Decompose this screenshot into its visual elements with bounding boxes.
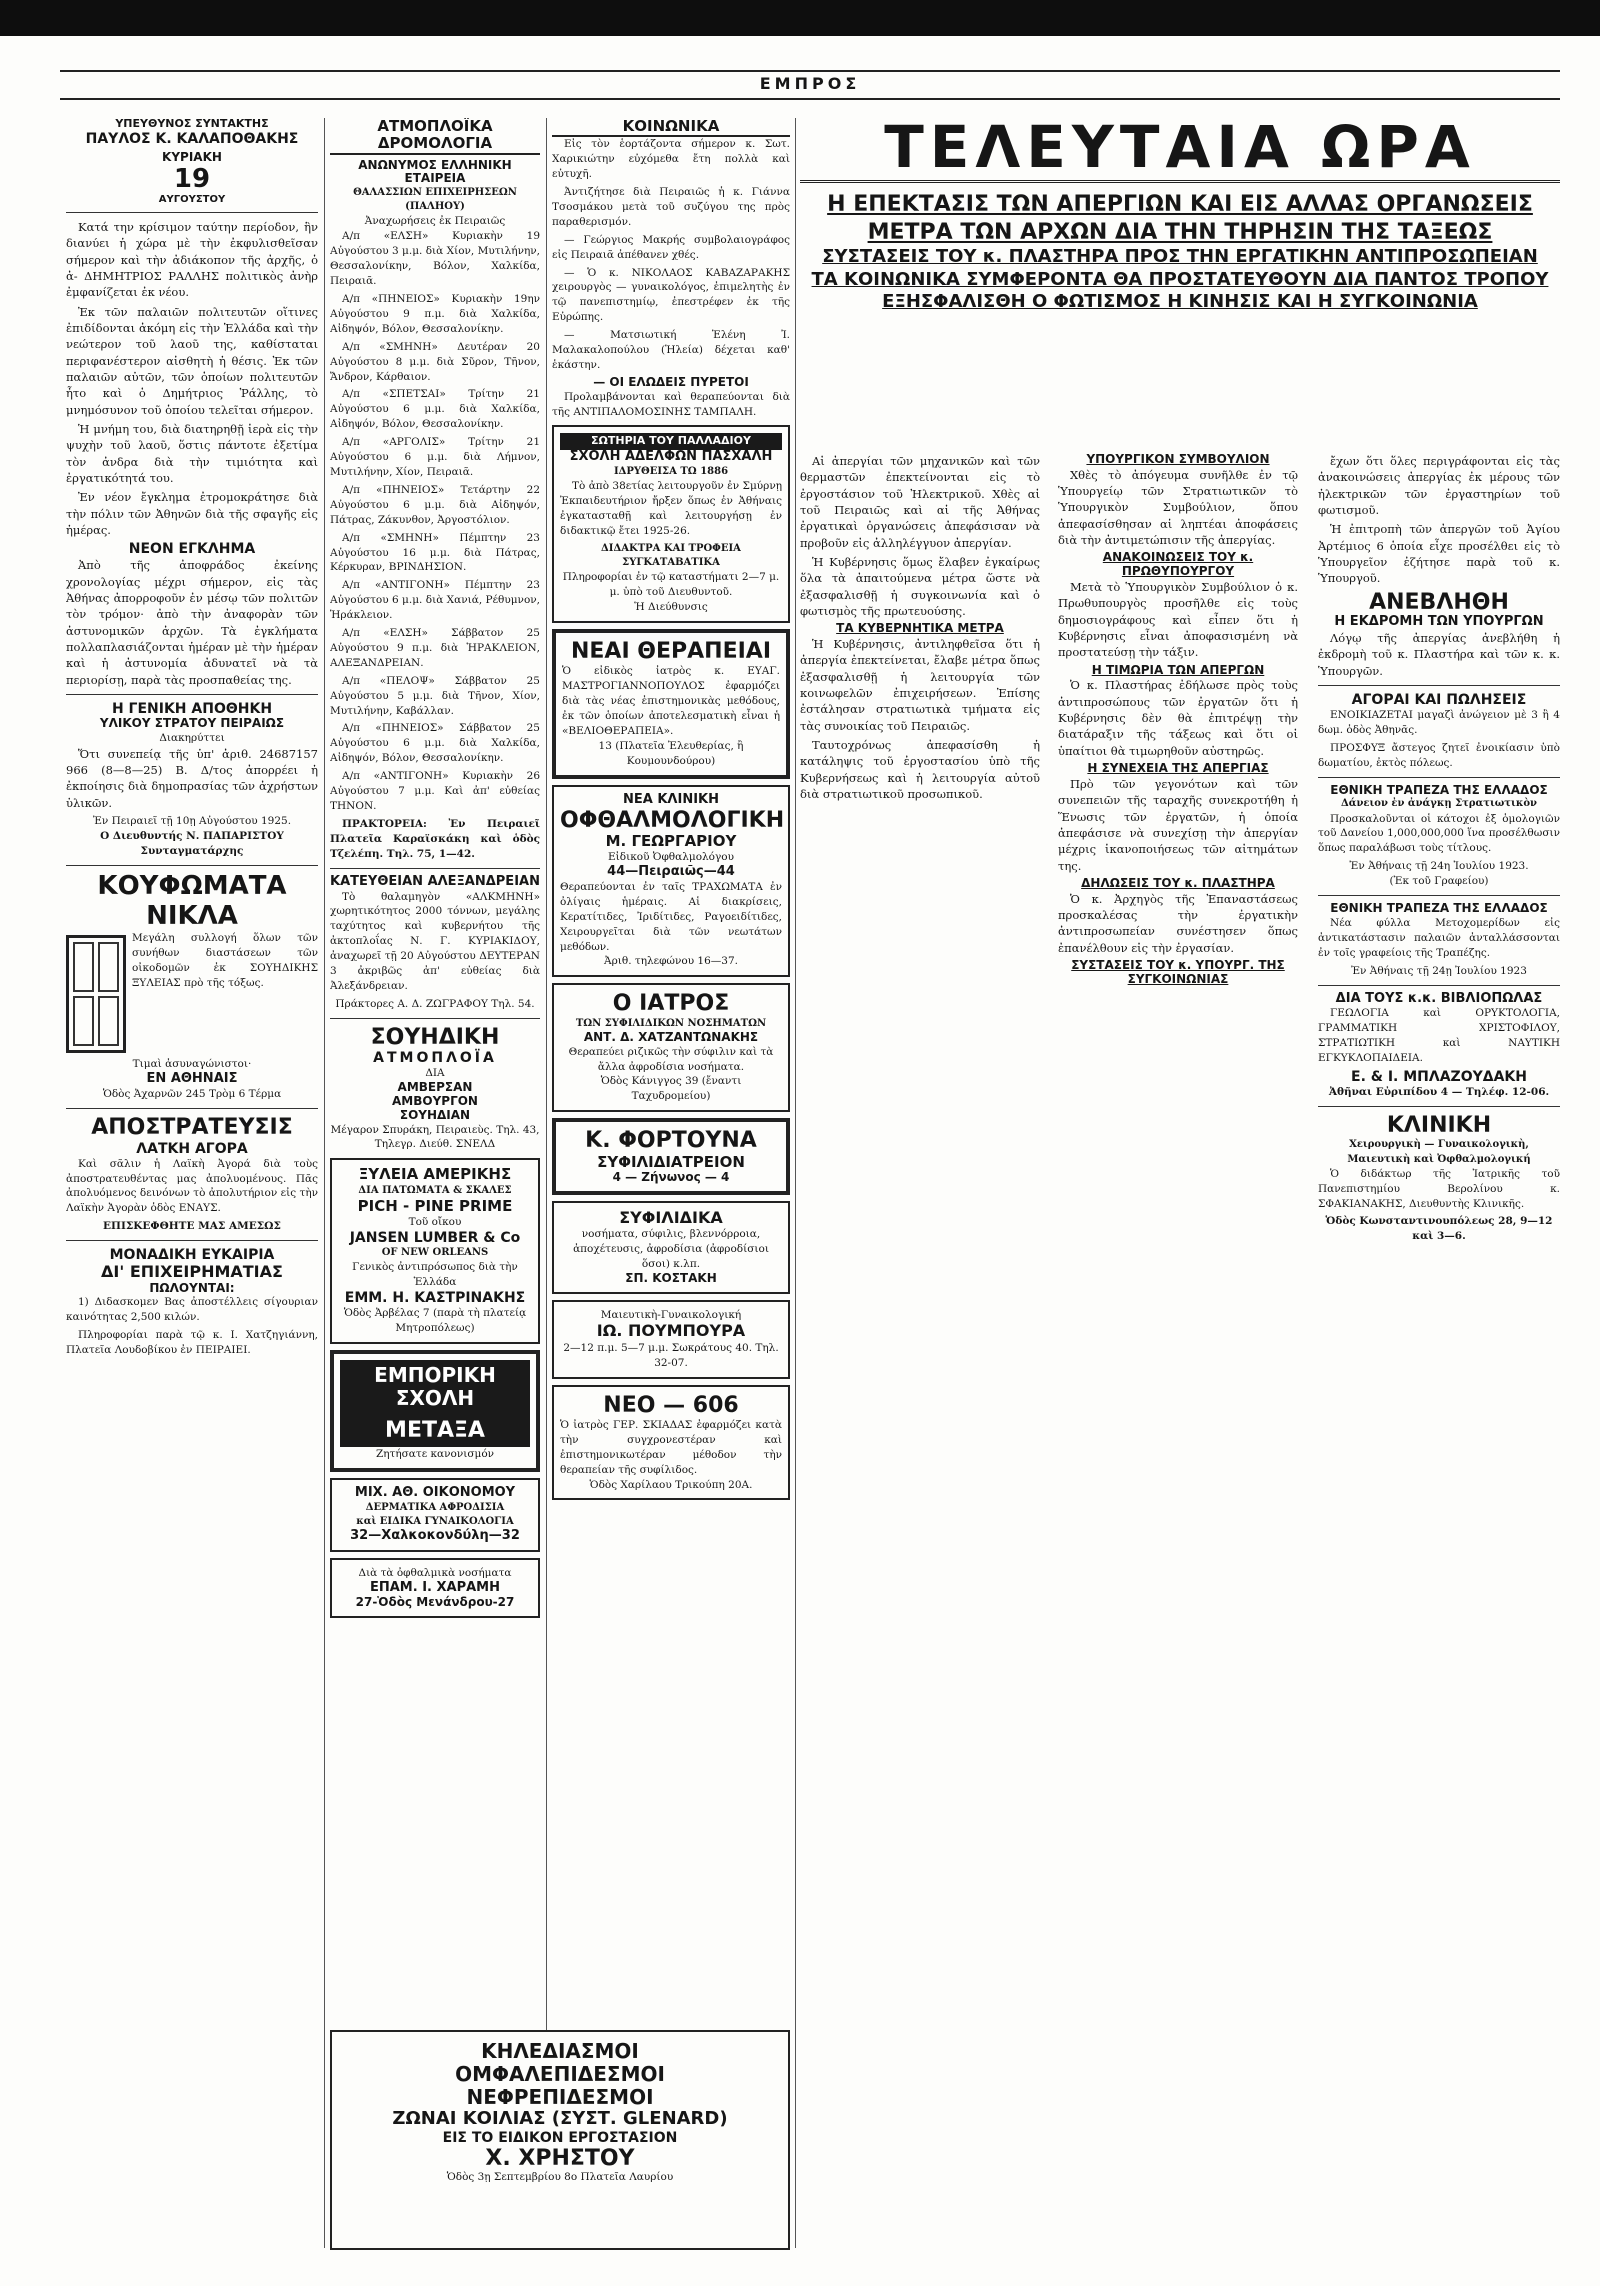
article-paragraph: — Ματσιωτική Ἑλένη Ἰ. Μαλακαλοπούλου (Ἡλεία) δέχεται καθ' ἑκάστην.: [552, 329, 790, 371]
article-paragraph: Πρὸ τῶν γεγονότων καὶ τῶν συνεπειῶν τῆς ταραχῆς συνεκροτήθη ἡ Ἕνωσις τῶν ἐργατῶν, ἡ ὁποία ἀπεφάσισε νὰ συνεχίσῃ τὴν ἀπεργίαν μέχρις ἱκανοποιήσεως τῶν αἰτημάτων της.: [1058, 776, 1298, 873]
xyleia-ad: [330, 1158, 540, 1344]
column-1: [66, 118, 318, 2248]
derm-title: ΜΙΧ. ΑΘ. ΟΙΚΟΝΟΜΟΥ: [354, 1485, 516, 1501]
kliniki2-addr: Ὁδὸς Κωνσταντινουπόλεως 28, 9—12 καὶ 3—6.: [1325, 1215, 1553, 1243]
editor-label: ΥΠΕΥΘΥΝΟΣ ΣΥΝΤΑΚΤΗΣ: [115, 118, 269, 130]
fortouna-ad: [552, 1118, 790, 1194]
school2-head: ΣΩΤΗΡΙΑ ΤΟΥ ΠΑΛΛΑΔΙΟΥ: [560, 433, 782, 450]
article-paragraph: — Ὁ κ. ΝΙΚΟΛΑΟΣ ΚΑΒΑΖΑΡΑΚΗΣ χειρουργὸς — γυναικολόγος, ἐπιμελητὴς ἐν τῷ πανεπιστημίῳ, ἐπεστρέφεν ἐκ τῆς Εὐρώπης.: [552, 266, 790, 324]
monadiki-title: ΜΟΝΑΔΙΚΗ ΕΥΚΑΙΡΙΑ: [109, 1247, 275, 1264]
fortouna-title: Κ. ΦΟΡΤΟΥΝΑ: [585, 1128, 757, 1154]
story-column-c: [1318, 453, 1560, 1244]
route-item: Α/π «ΣΠΕΤΣΑΙ» Τρίτην 21 Αὐγούστου 6 μ.μ. διὰ Χαλκίδα, Αἰδηψόν, Βόλον, Θεσσαλονίκην.: [330, 388, 540, 431]
article-paragraph: Προλαμβάνονται καὶ θεραπεύονται διὰ τῆς ΑΝΤΙΠΑΛΟΜΟΣΙΝΗΣ ΤΑΜΠΑΛΗ.: [552, 390, 790, 418]
section-heading: ΥΠΟΥΡΓΙΚΟΝ ΣΥΜΒΟΥΛΙΟΝ: [1086, 452, 1270, 466]
apothiki-subtitle: ΥΛΙΚΟΥ ΣΤΡΑΤΟΥ ΠΕΙΡΑΙΩΣ: [99, 715, 285, 730]
section-heading: ΣΥΣΤΑΣΕΙΣ ΤΟΥ κ. ΥΠΟΥΡΓ. ΤΗΣ ΣΥΓΚΟΙΝΩΝΙΑΣ: [1071, 957, 1285, 986]
route-item: Α/π «ΣΜΗΝΗ» Δευτέραν 20 Αὐγούστου 8 μ.μ. διὰ Σῦρον, Τῆνον, Ἄνδρον, Κάρθαιον.: [330, 340, 540, 383]
bottom-ad-line: ΟΜΦΑΛΕΠΙΔΕΣΜΟΙ: [455, 2062, 665, 2086]
route-item: Α/π «ΕΛΣΗ» Κυριακὴν 19 Αὐγούστου 3 μ.μ. διὰ Χίον, Μυτιλήνην, Θεσσαλονίκην, Βόλον, Χαλκίδα, Πειραιᾶ.: [330, 230, 540, 288]
apothiki-date: Ἐν Πειραιεῖ τῇ 10ῃ Αὐγούστου 1925.: [92, 814, 292, 827]
bank2-title: ΕΘΝΙΚΗ ΤΡΑΠΕΖΑ ΤΗΣ ΕΛΛΑΔΟΣ: [1330, 901, 1548, 916]
route-item: Α/π «ΠΕΛΟΨ» Σάββατον 25 Αὐγούστου 5 μ.μ. διὰ Τῆνον, Χίον, Μυτιλήνην, Καβάλλαν.: [330, 674, 540, 717]
poloundai-label: ΠΩΛΟΥΝΤΑΙ:: [149, 1280, 235, 1295]
ophth-ad: [330, 1558, 540, 1618]
section-heading: ΝΕΟΝ ΕΓΚΛΗΜΑ: [128, 541, 256, 558]
praktoreia: ΠΡΑΚΤΟΡΕΙΑ: Ἐν Πειραιεῖ Πλατεῖα Καραϊσκάκη καὶ ὁδὸς Τζελέπη. Τηλ. 75, 1—42.: [330, 817, 540, 860]
bottom-ad-line: ΝΕΦΡΕΠΙΔΕΣΜΟΙ: [466, 2085, 654, 2109]
article-paragraph: Ὁ διδάκτωρ τῆς Ἰατρικῆς τοῦ Πανεπιστημίου Βερολίνου κ. ΣΦΑΚΙΑΝΑΚΗΣ, Διευθυντὴς Κλινικῆς.: [1318, 1167, 1560, 1210]
school-name: ΜΕΤΑΞΑ: [340, 1414, 530, 1447]
souidiki-city: ΑΜΒΕΡΣΑΝ: [397, 1080, 473, 1095]
bank-sign: (Ἐκ τοῦ Γραφείου): [1389, 875, 1489, 888]
derm-sub2: καὶ ΕΙΔΙΚΑ ΓΥΝΑΙΚΟΛΟΓΙΑ: [356, 1516, 514, 1528]
article-paragraph: ἔχων ὅτι ὅλες περιγράφονται εἰς τὰς ἀνακοινώσεις ἀπεργίας ἐκ μέρους τῶν ἠλεκτρικῶν τῶν ἐργαστηρίων τοῦ φωτισμοῦ.: [1318, 454, 1560, 517]
xyleia-addr: Ὁδὸς Ἀρβέλας 7 (παρὰ τὴ πλατείᾳ Μητροπόλεως): [343, 1307, 527, 1334]
atmoploika-title: ΑΤΜΟΠΛΟΪΚΑ ΔΡΟΜΟΛΟΓΙΑ: [330, 118, 540, 155]
article-paragraph: Ὅτι συνεπείᾳ τῆς ὑπ' ἀριθ. 24687157 966 (8—8—25) Β. Δ/τος ἀπορρέει ἡ ἐκποίησις διὰ δημοπρασίας τῶν ἀχρήστων ὑλικῶν.: [66, 746, 318, 810]
fortouna-sub: ΣΥΦΙΛΙΔΙΑΤΡΕΙΟΝ: [597, 1152, 745, 1171]
route-item: Α/π «ΑΡΓΟΛΙΣ» Τρίτην 21 Αὐγούστου 6 μ.μ. διὰ Λήμνον, Μυτιλήνην, Χίον, Πειραιᾶ.: [330, 436, 540, 478]
biv-name: Ε. & Ι. ΜΠΛΑΖΟΥΔΑΚΗ: [1351, 1069, 1527, 1086]
date-number: 19: [173, 163, 211, 194]
iatros-name: ΑΝΤ. Δ. ΧΑΤΖΑΝΤΩΝΑΚΗΣ: [583, 1029, 759, 1044]
headline: ΜΕΤΡΑ ΤΩΝ ΑΡΧΩΝ ΔΙΑ ΤΗΝ ΤΗΡΗΣΙΝ ΤΗΣ ΤΑΞΕΩΣ: [867, 219, 1493, 245]
article-paragraph: Ὁ κ. Πλαστήρας ἐδήλωσε πρὸς τοὺς ἀντιπροσώπους τῶν ἐργατῶν ὅτι ἡ Κυβέρνησις δὲν θὰ ἐπιτρέψῃ τὴν διατάραξιν τῆς τάξεως καὶ ὅτι οἱ ὑπαίτιοι θὰ τιμωρηθοῦν αὐστηρῶς.: [1058, 678, 1298, 758]
bottom-ad-addr: Ὁδὸς 3ῃ Σεπτεμβρίου 8ο Πλατεῖα Λαυρίου: [446, 2171, 674, 2184]
kliniki-head: ΝΕΑ ΚΛΙΝΙΚΗ: [623, 791, 719, 807]
gyn-ad: [552, 1300, 790, 1379]
gyn-head: Μαιευτικὴ-Γυναικολογική: [600, 1308, 742, 1321]
iatros-head: Ο ΙΑΤΡΟΣ: [612, 991, 730, 1017]
elodeis-title: — ΟΙ ΕΛΩΔΕΙΣ ΠΥΡΕΤΟΙ: [593, 374, 749, 389]
katheuthian-title: ΚΑΤΕΥΘΕΙΑΝ ΑΛΕΞΑΝΔΡΕΙΑΝ: [330, 873, 540, 889]
route-item: Α/π «ΠΗΝΕΙΟΣ» Κυριακὴν 19ην Αὐγούστου 9 π.μ. διὰ Χαλκίδα, Αἰδηψόν, Βόλον, Θεσσαλονίκην.: [330, 293, 540, 335]
souidiki-addr: Μέγαρον Σπυράκη, Πειραιεὺς. Τηλ. 43, Τηλεγρ. Διεύθ. ΣΝΕΛΔ: [330, 1123, 540, 1151]
month-label: ΑΥΓΟΥΣΤΟΥ: [158, 194, 226, 206]
biv-title: ΔΙΑ ΤΟΥΣ κ.κ. ΒΙΒΛΙΟΠΩΛΑΣ: [1335, 990, 1543, 1006]
iatros-sub: ΤΩΝ ΣΥΦΙΛΙΔΙΚΩΝ ΝΟΣΗΜΑΤΩΝ: [575, 1017, 767, 1029]
article-paragraph: Ἡ Κυβέρνησις, ἀντιληφθεῖσα ὅτι ἡ ἀπεργία ἐπεκτείνεται, ἔλαβε μέτρα ὅπως ἐξασφαλισθῇ ἡ λειτουργία τῶν κοινωφελῶν ἐπιχειρήσεων. Ἐπίσης ἐστάλησαν στρατιωτικὰ τμήματα εἰς τὰς συνοικίας τοῦ Πειραιῶς.: [800, 637, 1040, 733]
school2-fees: ΔΙΔΑΚΤΡΑ ΚΑΙ ΤΡΟΦΕΙΑ ΣΥΓΚΑΤΑΒΑΤΙΚΑ: [601, 542, 741, 569]
nikla-addr: Ὁδὸς Ἀχαρνῶν 245 Τρὸμ 6 Τέρμα: [102, 1088, 282, 1101]
section-heading: Η ΣΥΝΕΧΕΙΑ ΤΗΣ ΑΠΕΡΓΙΑΣ: [1087, 761, 1269, 776]
souidiki-dia: ΔΙΑ: [425, 1067, 445, 1080]
column-rule: [795, 118, 796, 2248]
derm-addr: 32—Χαλκοκονδύλη—32: [350, 1528, 520, 1544]
apothiki-title: Η ΓΕΝΙΚΗ ΑΠΟΘΗΚΗ: [111, 700, 273, 717]
kliniki-ad: [552, 785, 790, 978]
koinonika-title: ΚΟΙΝΩΝΙΚΑ: [552, 118, 790, 137]
kliniki-sub: Εἰδικοῦ Ὀφθαλμολόγου: [608, 851, 734, 864]
article-paragraph: Ὁ κ. Ἀρχηγὸς τῆς Ἐπαναστάσεως προσκαλέσας τὴν ἐργατικὴν ἀντιπροσωπείαν συνέστησεν ὅπως ἐπανέλθουν εἰς τὴν ἐργασίαν.: [1058, 891, 1298, 955]
article-paragraph: Ἡ μνήμη του, διὰ διατηρηθῇ ἱερὰ εἰς τὴν ψυχὴν τοῦ λαοῦ, ὅστις πάντοτε ἐξετίμα τὸν ἀνδρα διὰ τὴν τιμιότητα καὶ ἐργατικότητά του.: [66, 421, 318, 485]
column-rule: [546, 118, 547, 2248]
article-paragraph: Κατά την κρίσιμον ταύτην περίοδον, ἣν διανύει ἡ χώρα μὲ τὴν ἐκφυλισθεῖσαν σήμερον καὶ τὴν ἀδιάκοπον τῆς ἀρχῆς, ὁ ἀ- ΔΗΜΗΤΡΙΟΣ ΡΑΛΛΗΣ πολιτικὸς ἀνὴρ ἐμφανίζεται ἐκ νέου.: [66, 219, 318, 300]
apostrateusis-sub: ΛΑΤΚΗ ΑΓΟΡΑ: [136, 1140, 248, 1157]
route-item: Α/π «ΑΝΤΙΓΟΝΗ» Κυριακὴν 26 Αὐγούστου 7 μ.μ. Καὶ ἀπ' εὐθείας ΤΗΝΟΝ.: [330, 770, 540, 812]
day-label: ΚΥΡΙΑΚΗ: [162, 149, 222, 164]
souidiki-sub: ΑΤΜΟΠΛΟΪΑ: [373, 1050, 497, 1067]
gyn-body: 2—12 π.μ. 5—7 μ.μ. Σωκράτους 40. Τηλ. 32-07.: [563, 1341, 779, 1369]
school2-title: ΣΧΟΛΗ ΑΔΕΛΦΩΝ ΠΑΣΧΑΛΗ: [569, 449, 773, 465]
article-paragraph: Αἱ ἀπεργίαι τῶν μηχανικῶν καὶ τῶν θερμαστῶν ἐπεκτείνονται εἰς τὸ ἐργοστάσιον τοῦ Ἠλεκτρικοῦ. Χθὲς αἱ τοῦ Πειραιῶς καὶ αἱ τῆς Ἀθήνας ἐργατικαὶ ὀργανώσεις ἀπεφάσισαν νὰ προβοῦν εἰς ἀλληλέγγυον ἀπεργίαν.: [800, 454, 1040, 550]
bottom-ad-name: Χ. ΧΡΗΣΤΟΥ: [485, 2145, 635, 2171]
bank2-date: Ἐν Ἀθήναις τῇ 24ῃ Ἰουλίου 1923: [1351, 964, 1527, 977]
bank-date: Ἐν Ἀθήναις τῇ 24η Ἰουλίου 1923.: [1349, 860, 1529, 873]
article-paragraph: Ταυτοχρόνως ἀπεφασίσθη ἡ κατάληψις τοῦ ἐργοστασίου ὑπὸ τῆς Κυβερνήσεως καὶ ἡ λειτουργία αὐτοῦ διὰ στρατιωτικοῦ προσωπικοῦ.: [800, 738, 1040, 802]
column-2: [330, 118, 540, 2248]
school-title: ΕΜΠΟΡΙΚΗ ΣΧΟΛΗ: [340, 1360, 530, 1414]
souidiki-title: ΣΟΥΗΔΙΚΗ: [370, 1024, 500, 1050]
ophth-addr: 27-Ὁδὸς Μενάνδρου-27: [355, 1595, 515, 1610]
neo606-addr: Ὁδὸς Χαρίλαου Τρικούπη 20Α.: [589, 1478, 753, 1491]
katheuthian-agent: Πράκτορες Α. Δ. ΖΩΓΡΑΦΟΥ Τηλ. 54.: [335, 997, 535, 1010]
headline: ΣΥΣΤΑΣΕΙΣ ΤΟΥ κ. ΠΛΑΣΤΗΡΑ ΠΡΟΣ ΤΗΝ ΕΡΓΑΤΙΚΗΝ ΑΝΤΙΠΡΟΣΩΠΕΙΑΝ: [822, 246, 1538, 267]
departures-label: Ἀναχωρήσεις ἐκ Πειραιῶς: [364, 215, 506, 228]
section-heading: Η ΤΙΜΩΡΙΑ ΤΩΝ ΑΠΕΡΓΩΝ: [1091, 662, 1265, 677]
bottom-ad-line: ΖΩΝΑΙ ΚΟΙΛΙΑΣ (ΣΥΣΤ. GLENARD): [392, 2108, 728, 2129]
story-column-b: [1058, 453, 1298, 987]
door-illustration: [66, 935, 126, 1053]
headline: Η ΕΠΕΚΤΑΣΙΣ ΤΩΝ ΑΠΕΡΓΙΩΝ ΚΑΙ ΕΙΣ ΑΛΛΑΣ ΟΡΓΑΝΩΣΕΙΣ: [827, 192, 1533, 217]
school2-body: Τὸ ἀπὸ 38ετίας λειτουργοῦν ἐν Σμύρνῃ Ἐκπαιδευτήριον ἤρξεν ὅπως ἐν Ἀθήναις ἐγκατασταθῇ καὶ λειτουργήσῃ ἐν διδακτικῷ ἔτει 1925-26.: [560, 480, 782, 537]
article-paragraph: Νέα φύλλα Μετοχομερίδων εἰς ἀντικατάστασιν παλαιῶν ἀνταλλάσσονται ἐν τοῖς γραφείοις τῆς Τραπέζης.: [1318, 916, 1560, 959]
article-paragraph: Χθὲς τὸ ἀπόγευμα συνῆλθε ἐν τῷ Ὑπουργείῳ τῶν Στρατιωτικῶν τὸ Ὑπουργικὸν Συμβούλιον, ὅπου ἀπεφασίσθησαν αἱ ληπτέαι ἀποφάσεις διὰ τὴν ἀντιμετώπισιν τῆς ἀπεργίας.: [1058, 467, 1298, 548]
school2-ad: [552, 425, 790, 622]
article-paragraph: 1) Διδασκομεν Βας ἀποστέλλεις σίγουριαν καινότητας 2,500 κιλών.: [66, 1296, 318, 1324]
neai-addr: 13 (Πλατεῖα Ἐλευθερίας, ἢ Κουμουνδούρου): [598, 739, 744, 767]
article-paragraph: Προσκαλοῦνται οἱ κάτοχοι ἐξ ὁμολογιῶν τοῦ Δανείου 1,000,000,000 ἵνα προσέλθωσιν ὅπως παραλάβωσι τοὺς τίτλους.: [1318, 812, 1560, 855]
nikla-city: ΕΝ ΑΘΗΝΑΙΣ: [146, 1071, 238, 1087]
bank-sub: Δάνειον ἐν ἀνάγκῃ Στρατιωτικὸν: [1341, 798, 1537, 810]
neai-body: Ὁ εἰδικὸς ἰατρὸς κ. ΕΥΑΓ. ΜΑΣΤΡΟΓΙΑΝΝΟΠΟΥΛΟΣ ἐφαρμόζει διὰ τὰς νέας ἐπιστημονικὰς μεθόδους, ἐκ τῶν ὁποίων ἀποτελεσματικὴ εἶναι ἡ «ΒΕΛΙΟΘΕΡΑΠΕΙΑ».: [562, 665, 780, 737]
ophth-head: Διὰ τὰ ὀφθαλμικὰ νοσήματα: [358, 1567, 512, 1580]
section-heading: ΑΝΑΚΟΙΝΩΣΕΙΣ ΤΟΥ κ. ΠΡΩΘΥΠΟΥΡΓΟΥ: [1102, 550, 1254, 579]
story-column-a: [800, 453, 1040, 805]
headline: ΤΑ ΚΟΙΝΩΝΙΚΑ ΣΥΜΦΕΡΟΝΤΑ ΘΑ ΠΡΟΣΤΑΤΕΥΘΟΥΝ ΔΙΑ ΠΑΝΤΟΣ ΤΡΟΠΟΥ: [811, 268, 1549, 290]
xyleia-brand: PICH - PINE PRIME: [357, 1196, 513, 1215]
xyleia-sub: ΔΙΑ ΠΑΤΩΜΑΤΑ & ΣΚΑΛΕΣ: [358, 1184, 512, 1196]
xyleia-of: Τοῦ οἴκου: [408, 1216, 462, 1228]
aneblithi-sub: Η ΕΚΔΡΟΜΗ ΤΩΝ ΥΠΟΥΡΓΩΝ: [1334, 613, 1544, 629]
nikla-prices: Τιμαὶ ἀσυναγώνιστοι·: [132, 1058, 252, 1071]
article-paragraph: Ἐν νέον ἔγκλημα ἐτρομοκράτησε διὰ τὴν πόλιν τῶν Ἀθηνῶν διὰ τῆς σφαγῆς εἰς ἡμέρας.: [66, 490, 318, 537]
article-paragraph: Τὸ θαλαμηγὸν «ΑΛΚΜΗΝΗ» χωρητικότητος 2000 τόννων, μεγάλης ταχύτητος καὶ κυβερνήτου τῆς ἀκτοπλοΐας Ν. Γ. ΚΥΡΙΑΚΙΔΟΥ, ἀναχωρεῖ τῇ 20 Αὐγούστου ΔΕΥΤΕΡΑΝ 3 ἀκριβῶς ἀπ' εὐθείας διὰ Ἀλεξάνδρειαν.: [330, 890, 540, 992]
article-paragraph: Ἡ ἐπιτροπὴ τῶν ἀπεργῶν τοῦ Ἀγίου Ἀρτέμιος 6 ὁποία εἶχε προσέλθει εἰς τὸ Ὑπουργεῖον ἐζήτησε παρὰ τοῦ κ. Ὑπουργοῦ.: [1318, 522, 1560, 586]
xyleia-co: JANSEN LUMBER & Co: [349, 1229, 521, 1246]
syfilidika-ad: [552, 1201, 790, 1294]
bank-title: ΕΘΝΙΚΗ ΤΡΑΠΕΖΑ ΤΗΣ ΕΛΛΑΔΟΣ: [1330, 782, 1548, 797]
article-paragraph: Ἀπὸ τῆς ἀποφράδος ἐκείνης χρονολογίας μέχρι σήμερον, εἰς τὰς Ἀθήνας ἀπορροφοῦν ἐν μέσῳ τῶν πολιτῶν τὸν τρόμον· ἀπὸ τὴν ἀναφορὰν τῶν ἀστυνομικῶν ἀρχῶν. Τὰ ἐγκλήματα πολλαπλασιάζονται ἡμέραν μὲ τὴν ἡμέραν καὶ ἡ ἀστυνομία ἀδυνατεῖ νὰ τὰ περιορίσῃ, παρὰ τὰς προσπαθείας της.: [66, 558, 318, 687]
article-paragraph: Λόγῳ τῆς ἀπεργίας ἀνεβλήθη ἡ ἐκδρομὴ τοῦ κ. Πλαστήρα καὶ τῶν κ. κ. Ὑπουργῶν.: [1318, 630, 1560, 678]
kliniki-tel: Ἀριθ. τηλεφώνου 16—37.: [604, 955, 738, 968]
syfilidika-body: νοσήματα, σύφιλις, βλεννόρροια, ἀποχέτευσις, ἀφροδίσια (ἀφροδίσιοι ὅσοι) κ.λπ.: [573, 1227, 769, 1270]
section-heading: ΔΗΛΩΣΕΙΣ ΤΟΥ κ. ΠΛΑΣΤΗΡΑ: [1081, 875, 1275, 890]
masthead-name: ΕΜΠΡΟΣ: [748, 74, 873, 93]
section-heading: ΤΑ ΚΥΒΕΡΝΗΤΙΚΑ ΜΕΤΡΑ: [836, 621, 1004, 636]
kliniki-name: Μ. ΓΕΩΡΓΑΡΙΟΥ: [605, 831, 737, 850]
bottom-ad-line: ΚΗΛΕΔΙΑΣΜΟΙ: [481, 2039, 639, 2063]
kliniki2-title: ΚΛΙΝΙΚΗ: [1386, 1113, 1492, 1139]
fortouna-addr: 4 — Ζήνωνος — 4: [612, 1169, 730, 1184]
school2-sign: Ἡ Διεύθυνσις: [634, 601, 708, 614]
column-rule: [324, 118, 325, 2248]
iatros-body: Θεραπεύει ριζικῶς τὴν σύφιλιν καὶ τὰ ἄλλα ἀφροδίσια νοσήματα.: [568, 1045, 774, 1073]
article-paragraph: Ἡ Κυβέρνησις ὅμως ἔλαβεν ἐγκαίρως ὅλα τὰ ἀπαιτούμενα μέτρα ὥστε νὰ ἐξασφαλισθῇ ἡ συγκοινωνία καὶ ὁ φωτισμὸς τῆς πρωτευούσης.: [800, 554, 1040, 618]
xyleia-title: ΞΥΛΕΙΑ ΑΜΕΡΙΚΗΣ: [358, 1165, 512, 1184]
syfilidika-title: ΣΥΦΙΛΙΔΙΚΑ: [619, 1207, 723, 1227]
apothiki-sign: Ο Διευθυντής Ν. ΠΑΠΑΡΙΣΤΟΥ Συνταγματάρχης: [100, 829, 284, 857]
kliniki-body: Θεραπεύονται ἐν ταῖς ΤΡΑΧΩΜΑΤΑ ἐν ὀλίγαις ἡμέραις. Αἱ διακρίσεις, Κερατίτιδες, Ἰριδίτιδες, Ραγοειδίτιδες, Χειρουργεῖται διὰ τῶν νεωτάτων μεθόδων.: [560, 880, 782, 953]
masthead-rule: [60, 70, 1560, 100]
bottom-ad-line: ΕΙΣ ΤΟ ΕΙΔΙΚΟΝ ΕΡΓΟΣΤΑΣΙΟΝ: [442, 2129, 678, 2146]
biv-addr: Ἀθῆναι Εὐριπίδου 4 — Τηλέφ. 12-06.: [1328, 1086, 1550, 1099]
main-title: ΤΕΛΕΥΤΑΙΑ ΩΡΑ: [800, 118, 1560, 183]
article-paragraph: ΕΝΟΙΚΙΑΖΕΤΑΙ μαγαζὶ ἀνώγειον μὲ 3 ἢ 4 δωμ. ὁδὸς Ἀθηνᾶς.: [1318, 708, 1560, 736]
iatros-addr: Ὁδὸς Κάνιγγος 39 (ἔναντι Ταχυδρομείου): [600, 1075, 742, 1103]
article-paragraph: Καὶ σᾶλιν ἡ Λαϊκὴ Ἀγορά διὰ τοὺς ἀποστρατευθέντας μας ἀπολυομένους. Πᾶς ἀπολυόμενος δεινόνων τὸ ἀπολυτήριον εἰς τὴν Λαϊκὴν Ἀγορὰν ὁδὸς ΕΝΑΥΣ.: [66, 1157, 318, 1215]
agorai-title: ΑΓΟΡΑΙ ΚΑΙ ΠΩΛΗΣΕΙΣ: [1351, 691, 1527, 708]
derm-sub: ΔΕΡΜΑΤΙΚΑ ΑΦΡΟΔΙΣΙΑ: [365, 1502, 505, 1514]
xyleia-name: ΕΜΜ. Η. ΚΑΣΤΡΙΝΑΚΗΣ: [344, 1290, 526, 1306]
top-black-bar: [0, 0, 1600, 36]
editor-name: ΠΑΥΛΟΣ Κ. ΚΑΛΑΠΟΘΑΚΗΣ: [85, 130, 299, 147]
route-item: Α/π «ΕΛΣΗ» Σάββατον 25 Αὐγούστου 9 π.μ. διὰ ἩΡΑΚΛΕΙΟΝ, ΑΛΕΞΑΝΔΡΕΙΑΝ.: [330, 627, 540, 669]
column-3: [552, 118, 790, 2248]
school2-info: Πληροφορίαι ἐν τῷ καταστήματι 2—7 μ. μ. ὑπὸ τοῦ Διευθυντοῦ.: [562, 571, 780, 599]
derm-ad: [330, 1478, 540, 1552]
ophth-name: ΕΠΑΜ. Ι. ΧΑΡΑΜΗ: [369, 1580, 500, 1596]
xyleia-co2: OF NEW ORLEANS: [381, 1247, 489, 1258]
column-4: [800, 118, 1560, 2248]
article-paragraph: Εἰς τὸν ἑορτάζοντα σήμερον κ. Σωτ. Χαρικιώτην εὐχόμεθα ἔτη πολλὰ καὶ εὐτυχῆ.: [552, 138, 790, 181]
neo606-body: Ὁ ἰατρὸς ΓΕΡ. ΣΚΙΑΔΑΣ ἐφαρμόζει κατὰ τὴν συγχρονεστέραν καὶ ἐπιστημονικωτέραν μέθοδον τὴν θεραπείαν τῆς συφίλιδος.: [560, 1418, 782, 1476]
souidiki-city: ΑΜΒΟΥΡΓΟΝ: [392, 1093, 478, 1108]
article-paragraph: — Γεώργιος Μακρής συμβολαιογράφος εἰς Πειραιᾶ ἀπέθανεν χθές.: [552, 233, 790, 261]
neo606-ad: [552, 1385, 790, 1501]
article-paragraph: Ἀντιζήτησε διὰ Πειραιῶς ἡ κ. Γιάννα Τσοσμάκου μετὰ τοῦ συζύγου της πρὸς παραθερισμόν.: [552, 185, 790, 228]
epix-title: ΔΙ' ΕΠΙΧΕΙΡΗΜΑΤΙΑΣ: [101, 1262, 283, 1282]
bottom-ad: [330, 2030, 790, 2250]
kliniki-title: ΟΦΘΑΛΜΟΛΟΓΙΚΗ: [560, 807, 785, 833]
school2-year: ΙΔΡΥΘΕΙΣΑ ΤΩ 1886: [613, 466, 729, 478]
nikla-title: ΚΟΥΦΩΜΑΤΑ ΝΙΚΛΑ: [97, 870, 287, 931]
neai-ad: [552, 629, 790, 779]
kliniki-addr: 44—Πειραιῶς—44: [607, 863, 735, 879]
syfilidika-name: ΣΠ. ΚΟΣΤΑΚΗ: [625, 1270, 717, 1285]
apothiki-label: Διακηρύττει: [159, 731, 225, 744]
nikla-body: Μεγάλη συλλογή ὅλων τῶν συνήθων διαστάσεων τῶν οἰκοδομῶν ἐκ ΣΟΥΗΔΙΚΗΣ ΞΥΛΕΙΑΣ πρὸ τῆς τόξως.: [132, 932, 318, 990]
headline: ΕΞΗΣΦΑΛΙΣΘΗ Ο ΦΩΤΙΣΜΟΣ Η ΚΙΝΗΣΙΣ ΚΑΙ Η ΣΥΓΚΟΙΝΩΝΙΑ: [882, 291, 1478, 312]
article-paragraph: Ἐκ τῶν παλαιῶν πολιτευτῶν οἵτινες ἐπιδίδονται ἀκόμη εἰς τὴν Ἑλλάδα καὶ τὴν νεώτερον τοῦ λαοῦ της, καθίσταται περιφανέστερον αἰσθητὴ ἡ θέσις. Ἐκ τῶν παλαιῶν αὐτῶν, τῶν ὁποίων πολιτευτῶν ἦτο καὶ ὁ Δημήτριος Ῥάλλης, τὸ μνημόσυνον τοῦ ὁποίου τελεῖται σήμερον.: [66, 304, 318, 417]
school-ad: [330, 1350, 540, 1472]
souidiki-city: ΣΟΥΗΔΙΑΝ: [399, 1107, 471, 1122]
article-paragraph: ΠΡΟΣΦΥΞ ἄστεγος ζητεῖ ἐνοικίασιν ὑπὸ δωματίου, ἐκτὸς πόλεως.: [1318, 741, 1560, 769]
route-item: Α/π «ΑΝΤΙΓΟΝΗ» Πέμπτην 23 Αὐγούστου 6 μ.μ. διὰ Χανιά, Ρέθυμνον, Ἡράκλειον.: [330, 579, 540, 622]
iatros-ad: [552, 983, 790, 1112]
article-paragraph: Πληροφορίαι παρὰ τῷ κ. Ι. Χατζηγιάννη, Πλατεῖα Λουδοβίκου ἐν ΠΕΙΡΑΙΕΙ.: [66, 1329, 318, 1357]
gyn-name: ΙΩ. ΠΟΥΜΠΟΥΡΑ: [596, 1321, 746, 1341]
route-item: Α/π «ΣΜΗΝΗ» Πέμπτην 23 Αὐγούστου 16 μ.μ. διὰ Πάτρας, Κέρκυραν, ΒΡΙΝΔΗΣΙΟΝ.: [330, 531, 540, 574]
company-name: ΑΝΩΝΥΜΟΣ ΕΛΛΗΝΙΚΗ ΕΤΑΙΡΕΙΑ: [358, 157, 512, 186]
apostrateusis-foot: ΕΠΙΣΚΕΦΘΗΤΕ ΜΑΣ ΑΜΕΣΩΣ: [103, 1220, 281, 1233]
neai-title: ΝΕΑΙ ΘΕΡΑΠΕΙΑΙ: [570, 638, 772, 664]
route-item: Α/π «ΠΗΝΕΙΟΣ» Τετάρτην 22 Αὐγούστου 6 μ.μ. διὰ Αἰδηψόν, Πάτρας, Ζάκυνθον, Ἀργοστόλιον.: [330, 483, 540, 526]
neo606-title: ΝΕΟ — 606: [603, 1392, 739, 1418]
route-item: Α/π «ΠΗΝΕΙΟΣ» Σάββατον 25 Αὐγούστου 6 μ.μ. διὰ Χαλκίδα, Αἰδηψόν, Βόλον, Θεσσαλονίκην.: [330, 722, 540, 765]
aneblithi-title: ΑΝΕΒΛΗΘΗ: [1369, 589, 1509, 615]
kliniki2-sub: Χειρουργικὴ — Γυναικολογικὴ, Μαιευτικὴ καὶ Ὀφθαλμολογική: [1347, 1139, 1531, 1165]
article-paragraph: Μετὰ τὸ Ὑπουργικὸν Συμβούλιον ὁ κ. Πρωθυπουργὸς προσῆλθε εἰς τοὺς δημοσιογράφους καὶ εἶπεν ὅτι ἡ Κυβέρνησις εἶναι ἀποφασισμένη νὰ προστατεύσῃ τὴν τάξιν.: [1058, 580, 1298, 660]
school-sub: Ζητήσατε κανονισμόν: [375, 1448, 495, 1461]
company-sub: ΘΑΛΑΣΣΙΩΝ ΕΠΙΧΕΙΡΗΣΕΩΝ (ΠΑΛΗΟΥ): [353, 187, 517, 213]
apostrateusis-title: ΑΠΟΣΤΡΑΤΕΥΣΙΣ: [91, 1115, 293, 1141]
xyleia-agent: Γενικὸς ἀντιπρόσωπος διὰ τὴν Ἑλλάδα: [352, 1261, 518, 1289]
article-paragraph: ΓΕΩΛΟΓΙΑ καὶ ΟΡΥΚΤΟΛΟΓΙΑ, ΓΡΑΜΜΑΤΙΚΗ ΧΡΙΣΤΟΦΙΛΟΥ, ΣΤΡΑΤΙΩΤΙΚΗ καὶ ΝΑΥΤΙΚΗ ΕΓΚΥΚΛΟΠΑΙΔΕΙΑ.: [1318, 1007, 1560, 1065]
